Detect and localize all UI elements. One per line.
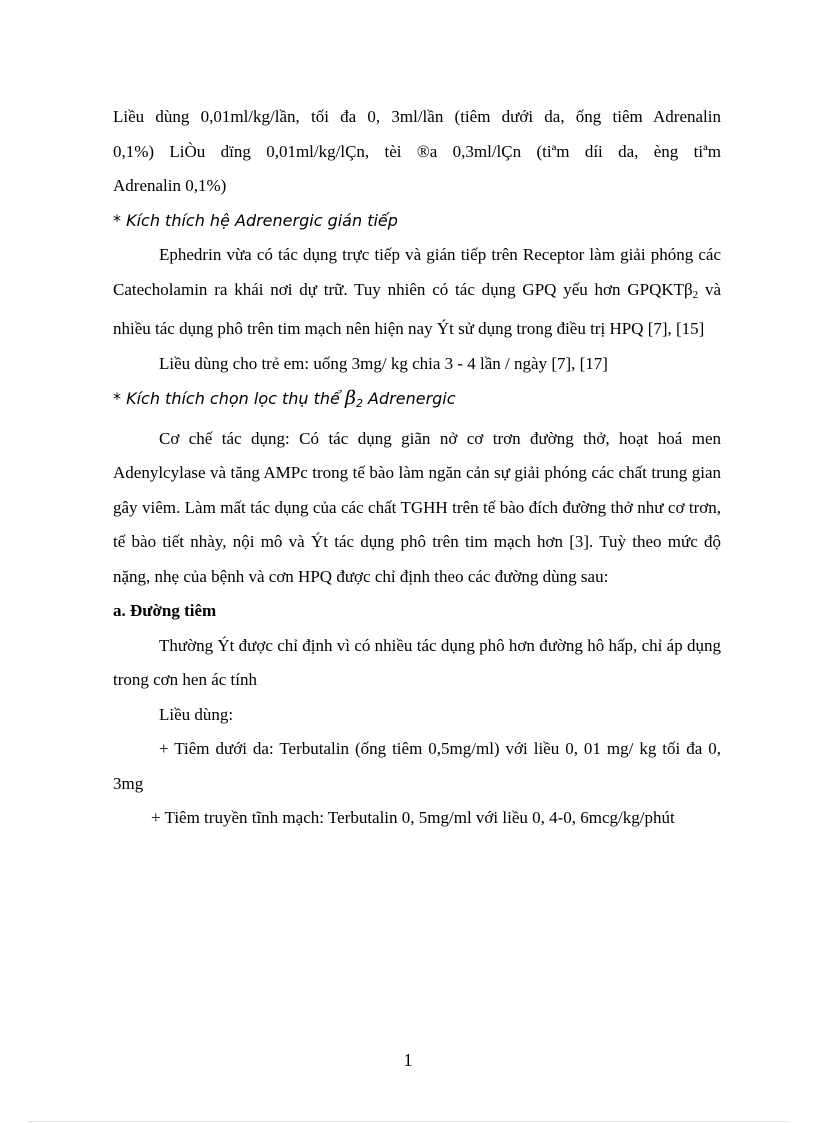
paragraph-subcutaneous: + Tiêm dưới da: Terbutalin (ống tiêm 0,5mg/ml) với liều 0, 01 mg/ kg tối đa 0, 3mg: [113, 739, 721, 793]
heading-selective-text-end: Adrenergic: [362, 389, 456, 408]
paragraph-child-dose: Liều dùng cho trẻ em: uống 3mg/ kg chia 3 - 4 lần / ngày [7], [17]: [159, 353, 608, 373]
heading-selective-beta2: [113, 381, 721, 422]
paragraph-ephedrin-text-end: và nhiều tác dụng phô trên tim mạch nên hiện nay Ýt sử dụng trong điều trị HPQ [7], [15]: [113, 279, 722, 338]
paragraph-intravenous: + Tiêm truyền tĩnh mạch: Terbutalin 0, 5mg/ml với liều 0, 4-0, 6mcg/kg/phút: [151, 808, 675, 827]
paragraph-ephedrin: [113, 238, 721, 347]
dose-line-2: 0,1%) LiÒu dïng 0,01ml/kg/lÇn, tèi ®a 0,3ml/lÇn (tiªm díi da, èng tiªm: [113, 141, 721, 161]
paragraph-ephedrin-text: Ephedrin vừa có tác dụng trực tiếp và gián tiếp trên Receptor làm giải phóng các Catecholamin ra khái nơi dự trữ. Tuy nhiên có tác dụng GPQ yếu hơn GPQKTβ: [113, 245, 721, 299]
beta-symbol: β: [344, 387, 356, 409]
page-number: 1: [403, 1050, 413, 1070]
beta-subscript: 2: [692, 288, 699, 301]
paragraph-dose-label: Liều dùng:: [159, 704, 234, 724]
heading-indirect-stimulation: * Kích thích hệ Adrenergic gián tiếp: [113, 210, 398, 230]
paragraph-injection-usage: Thường Ýt được chỉ định vì có nhiều tác dụng phô hơn đường hô hấp, chỉ áp dụng trong cơn hen ác tính: [113, 635, 721, 689]
paragraph-mechanism: Cơ chế tác dụng: Có tác dụng giãn nở cơ trơn đường thở, hoạt hoá men Adenylcylase và tăng AMPc trong tế bào làm ngăn cản sự giải phóng các chất trung gian gây viêm. Làm mất tác dụng của các chất TGHH trên tế bào đích đường thở như cơ trơn, tế bào tiết nhày, nội mô và Ýt tác dụng phô trên tim mạch hơn [3]. Tuỳ theo mức độ nặng, nhẹ của bệnh và cơn HPQ được chỉ định theo các đường dùng sau:: [113, 428, 721, 586]
heading-injection-route: a. Đường tiêm: [113, 601, 217, 620]
beta-symbol-subscript: 2: [355, 397, 363, 410]
document-body: [113, 100, 721, 836]
page-bottom-divider: [28, 1121, 788, 1122]
dose-line-1: Liều dùng 0,01ml/kg/lần, tối đa 0, 3ml/lần (tiêm dưới da, ống tiêm Adrenalin: [113, 107, 721, 126]
heading-selective-text: * Kích thích chọn lọc thụ thể: [113, 389, 345, 408]
dose-line-3: Adrenalin 0,1%): [113, 176, 227, 195]
